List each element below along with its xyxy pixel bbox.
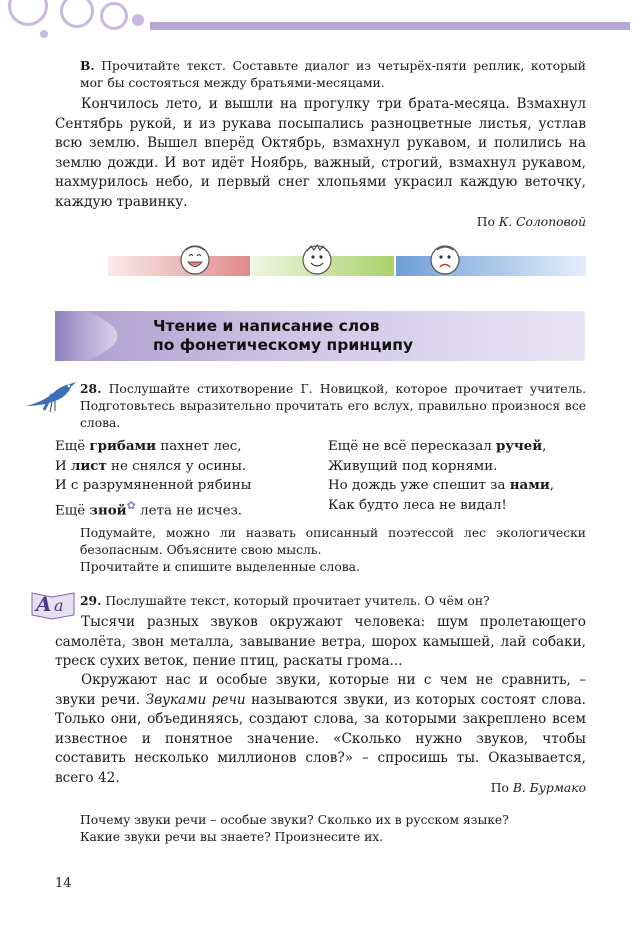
- story-text: Кончилось лето, и вышли на прогулку три брата-месяца. Взмахнул Сентябрь рукой, и из рукава посыпались разноцветные листья, устлав всю землю. Вышел вперёд Октябрь, взмахнул рукавом, и полились на землю дожди. И вот идёт Ноябрь, важный, строгий, взмахнул рукавом, нахмурилось небо, и первый снег хлопьями украсил каждую веточку, каждую травинку.: [55, 96, 586, 210]
- decor-circle: [8, 0, 48, 26]
- section-arrow-icon: [55, 311, 150, 361]
- ex28-text: Послушайте стихотворение Г. Новицкой, которое прочитает учитель. Подготовьтесь выразительно прочитать его вслух, правильно произнося все слова.: [80, 382, 586, 430]
- bird-icon: [22, 376, 78, 416]
- poem-line: Живущий под корнями.: [328, 458, 498, 474]
- decor-circle: [100, 2, 128, 30]
- ex28-number: 28.: [80, 381, 102, 396]
- ex29-question-2: Какие звуки речи вы знаете? Произнесите их.: [80, 830, 384, 844]
- poem-left-column: [55, 437, 251, 520]
- section-title-line1: Чтение и написание слов: [153, 317, 380, 335]
- poem-line: Ещё зной✿ лета не исчез.: [55, 498, 243, 518]
- top-decoration: [0, 0, 638, 40]
- story-source: [477, 214, 586, 231]
- poem-line: Но дождь уже спешит за нами,: [328, 477, 555, 493]
- ex28-task: [80, 380, 586, 432]
- smiling-face-icon: [300, 242, 334, 276]
- source-author: К. Солоповой: [498, 215, 586, 229]
- poem-line: И с разрумяненной рябины: [55, 478, 252, 493]
- poem-line: И лист не снялся у осины.: [55, 457, 247, 474]
- task-b-label: В.: [80, 58, 95, 73]
- sad-face-icon: [428, 242, 462, 276]
- top-bar: [150, 22, 630, 30]
- svg-text:A: A: [36, 592, 52, 616]
- source-author: В. Бурмако: [512, 781, 586, 795]
- ex28-question: Подумайте, можно ли назвать описанный поэтессой лес экологически безопасным. Объясните свою мысль.: [80, 526, 586, 557]
- flower-mark-icon: ✿: [126, 498, 136, 512]
- source-prefix: По: [490, 781, 509, 795]
- poem-line: Ещё не всё пересказал ручей,: [328, 438, 547, 454]
- task-b: [80, 57, 586, 92]
- svg-text:a: a: [54, 596, 64, 615]
- poem-line: Как будто леса не видал!: [328, 497, 507, 513]
- section-title-line2: по фонетическому принципу: [153, 336, 414, 354]
- poem-line: Ещё грибами пахнет лес,: [55, 438, 242, 454]
- poem-right-column: [328, 437, 554, 515]
- section-header: [55, 311, 585, 361]
- term-emphasis: Звуками речи: [145, 691, 246, 708]
- band-blue: [396, 256, 586, 276]
- ex29-question-1: Почему звуки речи – особые звуки? Сколько их в русском языке?: [80, 813, 509, 827]
- decor-dot: [40, 30, 48, 38]
- ex28-instruction: Прочитайте и спишите выделенные слова.: [80, 560, 360, 574]
- section-title: [153, 317, 413, 355]
- decor-dot: [132, 14, 144, 26]
- happy-face-icon: [178, 242, 212, 276]
- decor-circle: [60, 0, 94, 28]
- ex29-paragraph-2: Окружают нас и особые звуки, которые ни с чем не сравнить, – звуки речи. Звуками речи называются звуки, из которых состоят слова. Только они, объединяясь, создают слова, за которыми закреплено всем известное и понятное значение. «Сколько нужно звуков, чтобы составить несколько миллионов слов?» – спросишь ты. Оказывается, всего 42.: [55, 672, 587, 786]
- task-b-text: Прочитайте текст. Составьте диалог из четырёх-пяти реплик, который мог бы состояться между братьями-месяцами.: [80, 59, 586, 90]
- ex29-task: [80, 592, 586, 610]
- ex29-source: [491, 780, 586, 797]
- ex29-paragraph-1: Тысячи разных звуков окружают человека: шум пролетающего самолёта, звон металла, завывание ветра, шорох камышей, лай собаки, треск сухих веток, пение птиц, раскаты грома...: [55, 614, 586, 669]
- source-prefix: По: [476, 215, 495, 229]
- ex29-text: Послушайте текст, который прочитает учитель. О чём он?: [105, 594, 490, 608]
- page-number: 14: [55, 876, 72, 891]
- ex29-number: 29.: [80, 593, 102, 608]
